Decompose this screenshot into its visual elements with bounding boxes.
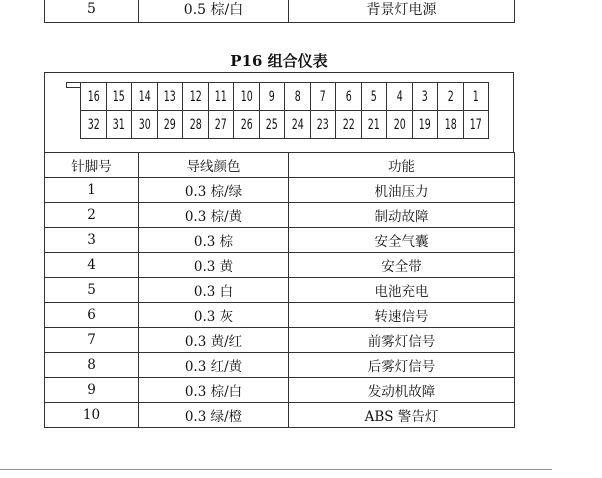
connector-pin: 28 [186, 111, 205, 139]
function-cell: 机油压力 [289, 178, 515, 203]
connector-pin: 8 [288, 83, 307, 111]
table-row [45, 328, 515, 353]
connector-pin: 16 [84, 83, 103, 111]
table-row [45, 178, 515, 203]
pin-number-cell: 10 [45, 403, 139, 428]
connector-pin: 12 [186, 83, 205, 111]
connector-pin: 5 [364, 83, 383, 111]
connector-pin: 17 [466, 111, 485, 139]
table-row [45, 403, 515, 428]
connector-pin: 23 [313, 111, 332, 139]
wire-color-cell: 0.3 棕/白 [139, 378, 289, 403]
wire-color-cell: 0.5 棕/白 [139, 0, 289, 23]
header-pin-number: 针脚号 [45, 153, 139, 178]
table-row [45, 303, 515, 328]
pin-number-cell: 5 [45, 0, 139, 23]
connector-pin: 26 [237, 111, 256, 139]
connector-pin: 9 [262, 83, 281, 111]
table-row [45, 203, 515, 228]
table-row [45, 353, 515, 378]
table-row [45, 228, 515, 253]
wire-color-cell: 0.3 棕 [139, 228, 289, 253]
connector-pin: 31 [109, 111, 128, 139]
connector-bottom-row [81, 111, 489, 139]
connector-pin: 25 [262, 111, 281, 139]
pin-number-cell: 8 [45, 353, 139, 378]
connector-pin: 20 [390, 111, 409, 139]
function-cell: 制动故障 [289, 203, 515, 228]
header-wire-color: 导线颜色 [139, 153, 289, 178]
pin-number-cell: 6 [45, 303, 139, 328]
connector-pin: 18 [441, 111, 460, 139]
previous-table-fragment [44, 0, 515, 23]
connector-pin: 24 [288, 111, 307, 139]
connector-pin: 29 [160, 111, 179, 139]
connector-pin: 11 [211, 83, 230, 111]
connector-pin: 30 [135, 111, 154, 139]
pin-number-cell: 3 [45, 228, 139, 253]
table-row [45, 378, 515, 403]
wire-color-cell: 0.3 黄/红 [139, 328, 289, 353]
table-row [45, 278, 515, 303]
pin-number-cell: 9 [45, 378, 139, 403]
function-cell: 转速信号 [289, 303, 515, 328]
connector-pin-grid [80, 82, 489, 139]
connector-pin: 14 [135, 83, 154, 111]
function-cell: 后雾灯信号 [289, 353, 515, 378]
connector-pin: 7 [313, 83, 332, 111]
connector-pin: 4 [390, 83, 409, 111]
connector-top-row [81, 83, 489, 111]
wire-color-cell: 0.3 灰 [139, 303, 289, 328]
function-cell: 前雾灯信号 [289, 328, 515, 353]
wire-color-cell: 0.3 棕/绿 [139, 178, 289, 203]
function-cell: 安全带 [289, 253, 515, 278]
pin-number-cell: 2 [45, 203, 139, 228]
connector-pin: 2 [441, 83, 460, 111]
wire-color-cell: 0.3 红/黄 [139, 353, 289, 378]
wire-color-cell: 0.3 绿/橙 [139, 403, 289, 428]
connector-pin: 6 [339, 83, 358, 111]
pin-number-cell: 1 [45, 178, 139, 203]
connector-pin: 1 [466, 83, 485, 111]
pin-number-cell: 4 [45, 253, 139, 278]
function-cell: 背景灯电源 [289, 0, 515, 23]
function-cell: ABS 警告灯 [289, 403, 515, 428]
table-row [45, 0, 515, 23]
connector-pin: 3 [415, 83, 434, 111]
pin-number-cell: 7 [45, 328, 139, 353]
table-header-row [45, 153, 515, 178]
function-cell: 发动机故障 [289, 378, 515, 403]
header-function: 功能 [289, 153, 515, 178]
connector-pin: 27 [211, 111, 230, 139]
wire-color-cell: 0.3 黄 [139, 253, 289, 278]
connector-pin: 13 [160, 83, 179, 111]
connector-pin: 15 [109, 83, 128, 111]
connector-key-notch [66, 82, 80, 88]
page-footer-divider [0, 469, 552, 470]
function-cell: 安全气囊 [289, 228, 515, 253]
function-cell: 电池充电 [289, 278, 515, 303]
wire-color-cell: 0.3 白 [139, 278, 289, 303]
wire-color-cell: 0.3 棕/黄 [139, 203, 289, 228]
connector-pin: 19 [415, 111, 434, 139]
connector-pin: 32 [84, 111, 103, 139]
connector-pin: 10 [237, 83, 256, 111]
table-row [45, 253, 515, 278]
pin-assignment-table [44, 152, 515, 428]
section-title: P16 组合仪表 [230, 52, 328, 70]
pin-number-cell: 5 [45, 278, 139, 303]
connector-pin: 21 [364, 111, 383, 139]
connector-pin: 22 [339, 111, 358, 139]
